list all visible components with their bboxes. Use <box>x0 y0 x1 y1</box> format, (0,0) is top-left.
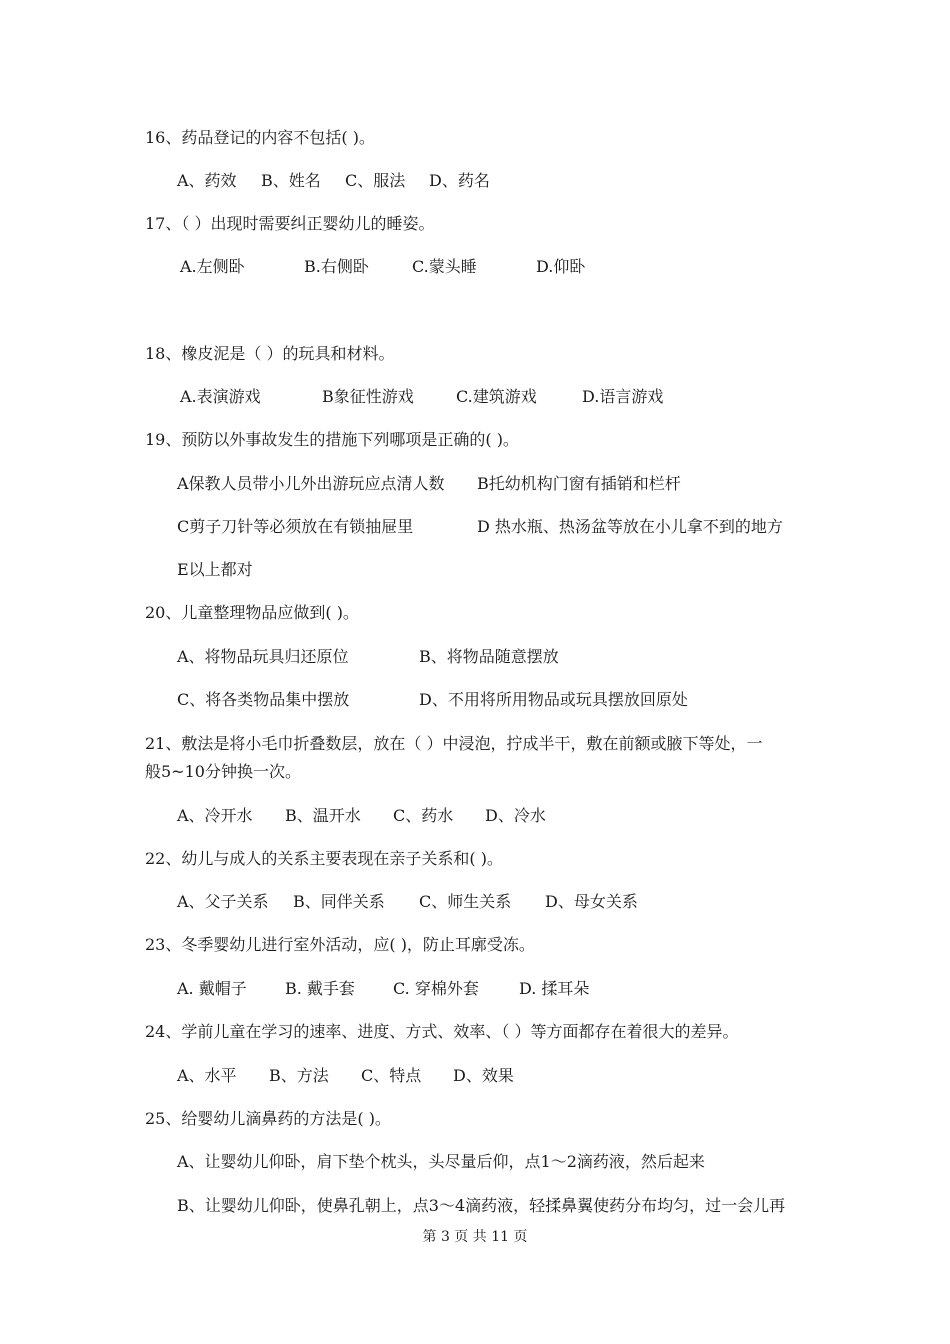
option-d: D.仰卧 <box>536 257 586 276</box>
option-d: D、药名 <box>429 171 490 190</box>
question-19-option-e: E以上都对 <box>177 560 253 579</box>
question-23-stem: 23、冬季婴幼儿进行室外活动，应( )，防止耳廓受冻。 <box>145 935 535 954</box>
option-a: A保教人员带小儿外出游玩应点清人数 <box>177 474 445 493</box>
question-16-options <box>177 171 490 191</box>
option-a: A、水平 <box>177 1066 237 1085</box>
option-d: D.语言游戏 <box>582 387 664 406</box>
option-d: D、母女关系 <box>545 892 638 911</box>
option-a: A、父子关系 <box>177 892 269 911</box>
question-25-option-b: B、让婴幼儿仰卧，使鼻孔朝上，点3～4滴药液，轻揉鼻翼使药分布均匀，过一会儿再 <box>177 1196 786 1215</box>
option-c: C、将各类物品集中摆放 <box>177 690 350 709</box>
option-a: A、将物品玩具归还原位 <box>177 647 349 666</box>
question-23-options <box>177 979 589 999</box>
option-d: D、冷水 <box>485 806 546 825</box>
option-c: C、师生关系 <box>419 892 512 911</box>
option-a: A、药效 <box>177 171 237 190</box>
question-25-option-a: A、让婴幼儿仰卧，肩下垫个枕头，头尽量后仰，点1～2滴药液，然后起来 <box>177 1152 705 1171</box>
question-22-options <box>177 892 638 912</box>
question-19-options-ab <box>177 474 681 494</box>
question-22-stem: 22、幼儿与成人的关系主要表现在亲子关系和( )。 <box>145 849 503 868</box>
option-c: C、服法 <box>345 171 406 190</box>
option-a: A.表演游戏 <box>180 387 261 406</box>
option-b: B.右侧卧 <box>304 257 369 276</box>
option-d: D. 揉耳朵 <box>519 979 590 998</box>
option-d: D、效果 <box>453 1066 514 1085</box>
question-18-options <box>180 387 663 407</box>
option-a: A、冷开水 <box>177 806 253 825</box>
question-24-options <box>177 1066 514 1086</box>
question-19-stem: 19、预防以外事故发生的措施下列哪项是正确的( )。 <box>145 430 519 449</box>
question-19-options-cd <box>177 517 783 537</box>
question-25-stem: 25、给婴幼儿滴鼻药的方法是( )。 <box>145 1109 391 1128</box>
option-d: D、不用将所用物品或玩具摆放回原处 <box>419 690 688 709</box>
question-17-stem: 17、（ ）出现时需要纠正婴幼儿的睡姿。 <box>145 214 435 233</box>
question-20-options-ab <box>177 647 559 667</box>
option-c: C.建筑游戏 <box>456 387 537 406</box>
question-21-stem-line1: 21、敷法是将小毛巾折叠数层，放在（ ）中浸泡，拧成半干，敷在前额或腋下等处，一 <box>145 734 763 753</box>
option-b: B、将物品随意摆放 <box>419 647 559 666</box>
option-b: B. 戴手套 <box>285 979 355 998</box>
option-c: C. 穿棉外套 <box>393 979 479 998</box>
question-24-stem: 24、学前儿童在学习的速率、进度、方式、效率、（ ）等方面都存在着很大的差异。 <box>145 1022 739 1041</box>
page-number: 第 3 页 共 11 页 <box>422 1229 528 1245</box>
option-c: C剪子刀针等必须放在有锁抽屉里 <box>177 517 414 536</box>
question-17-options <box>180 257 585 277</box>
option-d: D 热水瓶、热汤盆等放在小儿拿不到的地方 <box>477 517 783 536</box>
question-21-options <box>177 806 546 826</box>
option-b: B、温开水 <box>285 806 361 825</box>
option-c: C.蒙头睡 <box>412 257 477 276</box>
option-b: B、姓名 <box>261 171 321 190</box>
option-b: B托幼机构门窗有插销和栏杆 <box>477 474 681 493</box>
question-18-stem: 18、橡皮泥是（ ）的玩具和材料。 <box>145 344 395 363</box>
option-a: A. 戴帽子 <box>177 979 247 998</box>
option-c: C、特点 <box>361 1066 422 1085</box>
option-b: B象征性游戏 <box>322 387 414 406</box>
question-20-options-cd <box>177 690 688 710</box>
option-b: B、方法 <box>269 1066 329 1085</box>
option-a: A.左侧卧 <box>180 257 245 276</box>
option-c: C、药水 <box>393 806 454 825</box>
question-21-stem-line2: 般5~10分钟换一次。 <box>145 762 301 781</box>
question-20-stem: 20、儿童整理物品应做到( )。 <box>145 603 359 622</box>
question-16-stem: 16、药品登记的内容不包括( )。 <box>145 128 375 147</box>
option-b: B、同伴关系 <box>293 892 385 911</box>
